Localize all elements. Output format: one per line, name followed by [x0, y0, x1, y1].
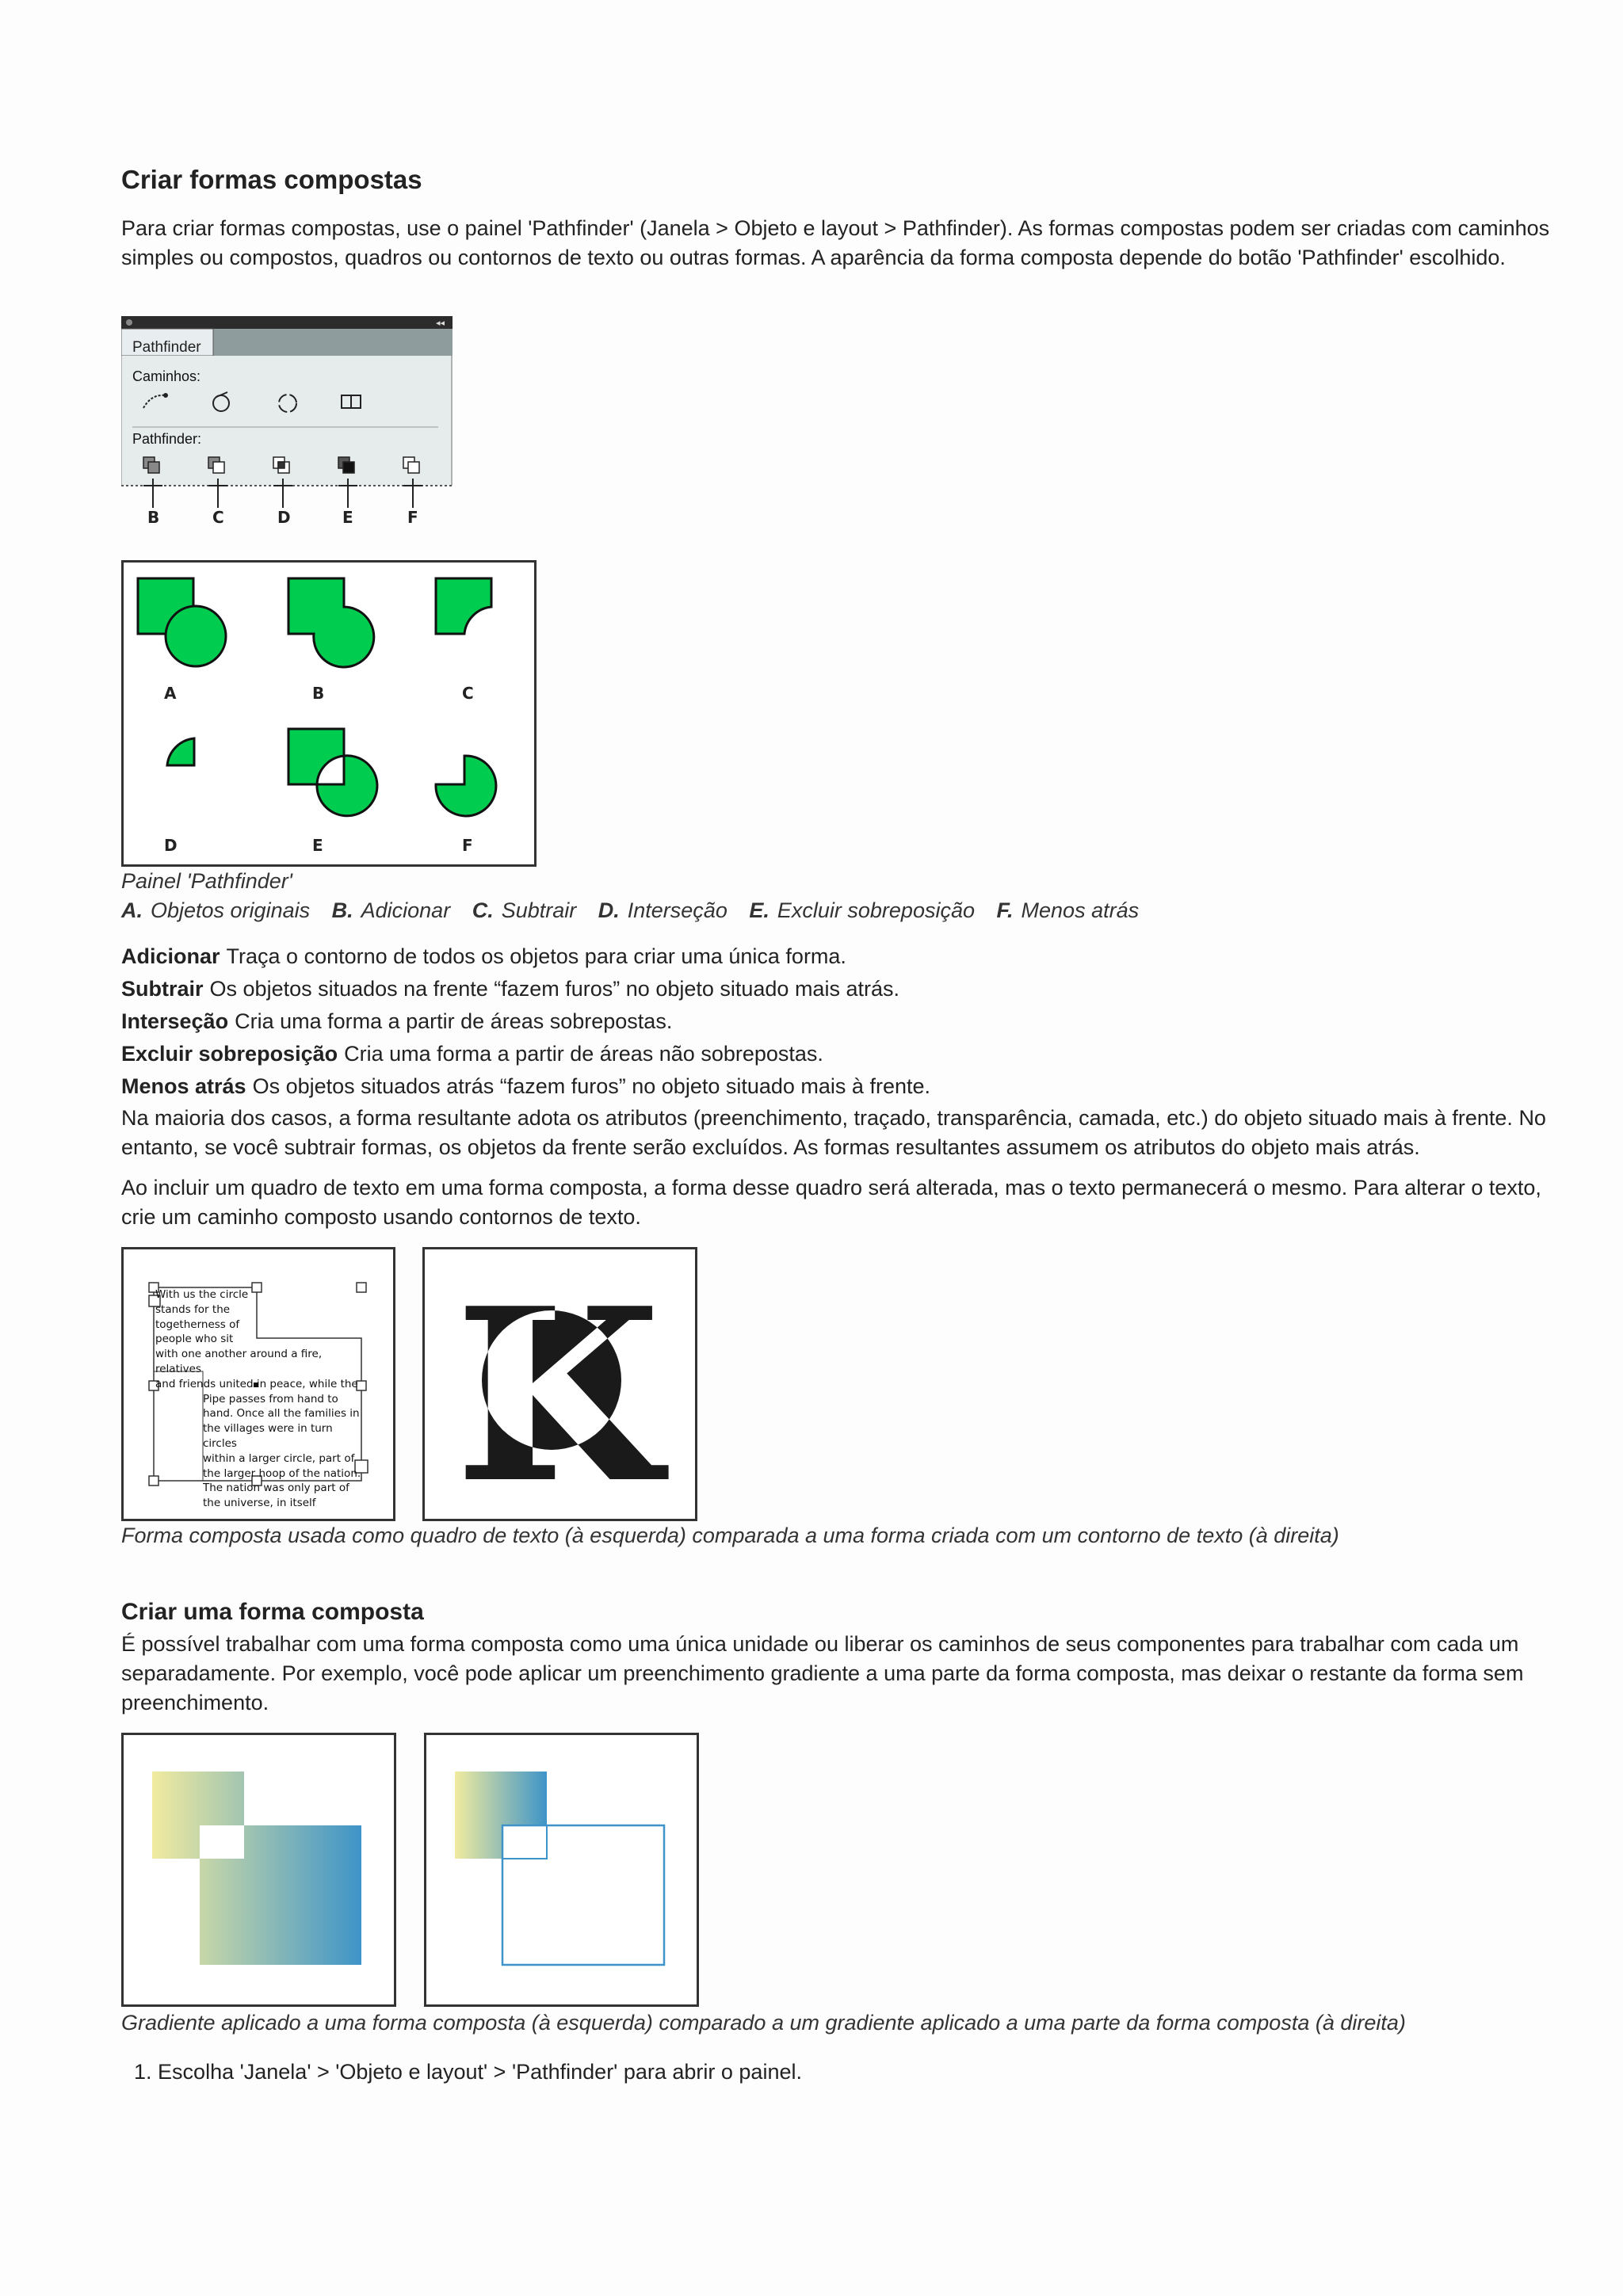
definition-text: Os objetos situados na frente “fazem furos” no objeto situado mais atrás.: [209, 977, 899, 1001]
text-frame-figure: [121, 1247, 395, 1521]
definition-item: [121, 973, 1556, 1005]
figure-caption-legend: [121, 898, 1155, 923]
gradient-compound-graphic: [124, 1735, 394, 2004]
definition-term: Menos atrás: [121, 1074, 246, 1098]
definition-text: Os objetos situados atrás “fazem furos” no objeto situado mais à frente.: [252, 1074, 930, 1098]
definitions-list: [121, 940, 1556, 1103]
text-frame-line: With us the circle: [155, 1288, 249, 1301]
text-frame-line: Pipe passes from hand to: [203, 1392, 338, 1405]
step-item: [121, 2058, 1556, 2087]
shape-label-f: F: [462, 836, 473, 855]
shape-label-e: E: [312, 836, 323, 855]
shapes-graphic: [124, 563, 534, 864]
text-frame-line: the larger hoop of the nation.: [203, 1466, 361, 1480]
definition-item: [121, 1070, 1556, 1103]
panel-tab-pathfinder[interactable]: Pathfinder: [132, 339, 201, 356]
text-outline-figure: [422, 1247, 697, 1521]
svg-text:◂◂: ◂◂: [435, 318, 445, 328]
shape-label-c: C: [462, 684, 474, 703]
steps-list: [121, 2058, 1556, 2087]
definition-text: Cria uma forma a partir de áreas não sobrepostas.: [344, 1042, 823, 1066]
gradient-compound-figure: [121, 1733, 396, 2007]
text-frame-line: the universe, in itself: [203, 1497, 316, 1510]
k-outline-graphic: [425, 1249, 695, 1519]
gradient-part-figure: [424, 1733, 699, 2007]
gradient-caption: Gradiente aplicado a uma forma composta (à esquerda) comparado a um gradiente aplicado a uma parte da forma composta (à direita): [121, 2011, 1406, 2035]
shape-label-d: D: [164, 836, 178, 855]
pathfinder-shapes-figure: [121, 560, 537, 867]
text-frame-paragraph: Ao incluir um quadro de texto em uma forma composta, a forma desse quadro será alterada, mas o texto permanecerá o mesmo. Para alterar o texto, crie um caminho composto usando contornos de texto.: [121, 1176, 1541, 1229]
callout-f: F: [407, 508, 418, 527]
definition-term: Interseção: [121, 1009, 229, 1033]
legend-letter: E.: [749, 898, 769, 922]
paths-label: Caminhos:: [132, 368, 201, 384]
text-frame-line: within a larger circle, part of: [203, 1451, 355, 1465]
callout-d: D: [277, 508, 291, 527]
section-intro: É possível trabalhar com uma forma composta como uma única unidade ou liberar os caminhos de seus componentes para trabalhar com cada um separadamente. Por exemplo, você pode aplicar um preenchimento gradiente a uma parte da forma composta, mas deixar o restante da forma sem preenchimento.: [121, 1632, 1524, 1714]
text-frame-caption: Forma composta usada como quadro de texto (à esquerda) comparada a uma forma criada com um contorno de texto (à direita): [121, 1524, 1339, 1547]
legend-text: Subtrair: [501, 898, 577, 922]
definition-term: Adicionar: [121, 944, 220, 968]
attributes-paragraph: Na maioria dos casos, a forma resultante adota os atributos (preenchimento, traçado, transparência, camada, etc.) do objeto situado mais à frente. No entanto, se você subtrair formas, os objetos da frente serão excluídos. As formas resultantes assumem os atributos do objeto mais atrás.: [121, 1106, 1546, 1159]
legend-text: Menos atrás: [1021, 898, 1140, 922]
definition-text: Cria uma forma a partir de áreas sobrepostas.: [235, 1009, 673, 1033]
definition-item: [121, 1038, 1556, 1070]
callout-e: E: [342, 508, 353, 527]
intro-paragraph: Para criar formas compostas, use o painel 'Pathfinder' (Janela > Objeto e layout > Pathfinder). As formas compostas podem ser criadas com caminhos simples ou compostos, quadros ou contornos de texto ou outras formas. A aparência da forma composta depende do botão 'Pathfinder' escolhido.: [121, 216, 1550, 269]
gradient-part-graphic: [426, 1735, 697, 2004]
pathfinder-panel: [121, 316, 453, 535]
text-frame-line: The nation was only part of: [203, 1482, 349, 1495]
text-frame-line: and friends united in peace, while the: [155, 1377, 358, 1390]
text-frame-line: hand. Once all the families in: [203, 1407, 360, 1421]
text-frame-content: [155, 1287, 365, 1511]
callout-c: C: [212, 508, 224, 527]
legend-text: Adicionar: [361, 898, 451, 922]
legend-letter: B.: [331, 898, 353, 922]
step-number: 1.: [134, 2060, 152, 2084]
section-title: Criar uma forma composta: [121, 1599, 424, 1625]
shape-label-b: B: [312, 684, 325, 703]
legend-text: Excluir sobreposição: [777, 898, 975, 922]
callout-b: B: [147, 508, 160, 527]
text-frame-line: the villages were in turn circles: [203, 1422, 333, 1450]
text-frame-line: stands for the: [155, 1302, 231, 1316]
legend-text: Interseção: [627, 898, 727, 922]
definition-item: [121, 940, 1556, 973]
definition-term: Subtrair: [121, 977, 204, 1001]
step-text: Escolha 'Janela' > 'Objeto e layout' > 'Pathfinder' para abrir o painel.: [158, 2060, 802, 2084]
legend-text: Objetos originais: [151, 898, 311, 922]
text-frame-line: people who sit: [155, 1333, 234, 1346]
legend-letter: D.: [598, 898, 620, 922]
definition-text: Traça o contorno de todos os objetos para criar uma única forma.: [226, 944, 846, 968]
pathfinder-label: Pathfinder:: [132, 431, 202, 447]
legend-letter: F.: [996, 898, 1014, 922]
legend-letter: A.: [121, 898, 143, 922]
text-frame-line: togetherness of: [155, 1318, 240, 1331]
definition-item: [121, 1005, 1556, 1038]
section-title: Criar formas compostas: [121, 165, 422, 194]
shape-label-a: A: [164, 684, 177, 703]
figure-caption-title: Painel 'Pathfinder': [121, 869, 292, 893]
definition-term: Excluir sobreposição: [121, 1042, 338, 1066]
legend-letter: C.: [472, 898, 494, 922]
text-frame-line: with one another around a fire, relatives: [155, 1348, 323, 1375]
